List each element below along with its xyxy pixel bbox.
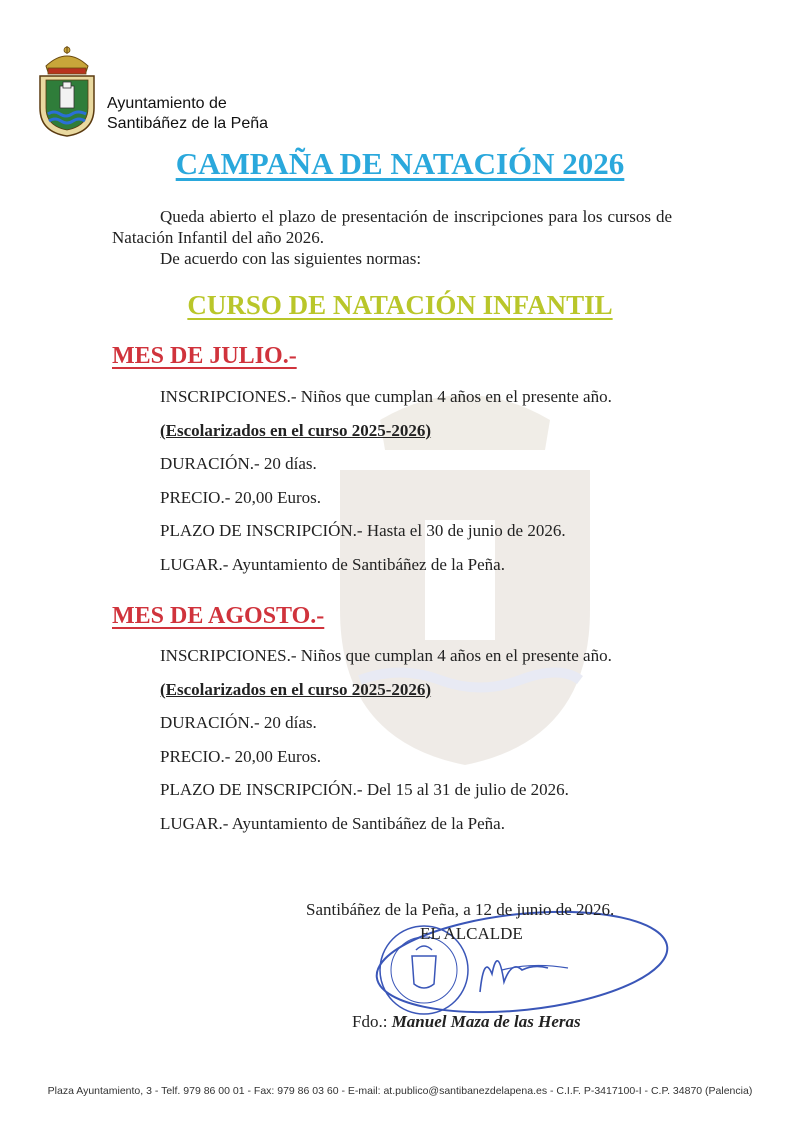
- july-heading: MES DE JULIO.-: [112, 343, 297, 369]
- july-precio: PRECIO.- 20,00 Euros.: [160, 487, 322, 507]
- august-lugar: LUGAR.- Ayuntamiento de Santibáñez de la Peña.: [160, 813, 505, 833]
- coat-of-arms-logo: [36, 42, 98, 138]
- place-and-date: Santibáñez de la Peña, a 12 de junio de 2026.: [306, 900, 615, 919]
- july-plazo: PLAZO DE INSCRIPCIÓN.- Hasta el 30 de junio de 2026.: [160, 521, 566, 540]
- footer-contact: Plaza Ayuntamiento, 3 - Telf. 979 86 00 01 - Fax: 979 86 03 60 - E-mail: at.publico@santibanezdelapena.es - C.I.F. P-3417100-I - C.P. 34870 (Palencia): [47, 1085, 753, 1097]
- august-note: (Escolarizados en el curso 2025-2026): [160, 679, 432, 699]
- crown-icon: [46, 46, 88, 74]
- signed-by: [352, 1012, 581, 1032]
- org-line-2: Santibáñez de la Peña: [107, 115, 269, 132]
- august-details: [160, 645, 612, 846]
- signed-by-label: Fdo.:: [352, 1012, 388, 1031]
- signer-name: Manuel Maza de las Heras: [391, 1012, 581, 1031]
- signer-role: EL ALCALDE: [420, 924, 523, 943]
- july-inscripciones: INSCRIPCIONES.- Niños que cumplan 4 años en el presente año.: [160, 387, 612, 406]
- intro-text: [112, 206, 672, 269]
- intro-norms-line: De acuerdo con las siguientes normas:: [160, 249, 422, 268]
- course-title: CURSO DE NATACIÓN INFANTIL: [187, 290, 613, 320]
- august-heading: MES DE AGOSTO.-: [112, 603, 325, 629]
- organization-name: [107, 94, 268, 134]
- org-line-1: Ayuntamiento de: [107, 95, 227, 112]
- official-stamp-and-signature: [372, 904, 672, 1024]
- july-details: [160, 386, 612, 587]
- july-note: (Escolarizados en el curso 2025-2026): [160, 420, 432, 440]
- july-lugar: LUGAR.- Ayuntamiento de Santibáñez de la Peña.: [160, 554, 505, 574]
- august-plazo: PLAZO DE INSCRIPCIÓN.- Del 15 al 31 de julio de 2026.: [160, 780, 569, 799]
- august-duracion: DURACIÓN.- 20 días.: [160, 713, 317, 732]
- august-inscripciones: INSCRIPCIONES.- Niños que cumplan 4 años en el presente año.: [160, 646, 612, 665]
- document-title: CAMPAÑA DE NATACIÓN 2026: [175, 146, 625, 181]
- august-precio: PRECIO.- 20,00 Euros.: [160, 746, 322, 766]
- intro-paragraph: Queda abierto el plazo de presentación de inscripciones para los cursos de Natación Infantil del año 2026.: [112, 207, 672, 247]
- july-duracion: DURACIÓN.- 20 días.: [160, 454, 317, 473]
